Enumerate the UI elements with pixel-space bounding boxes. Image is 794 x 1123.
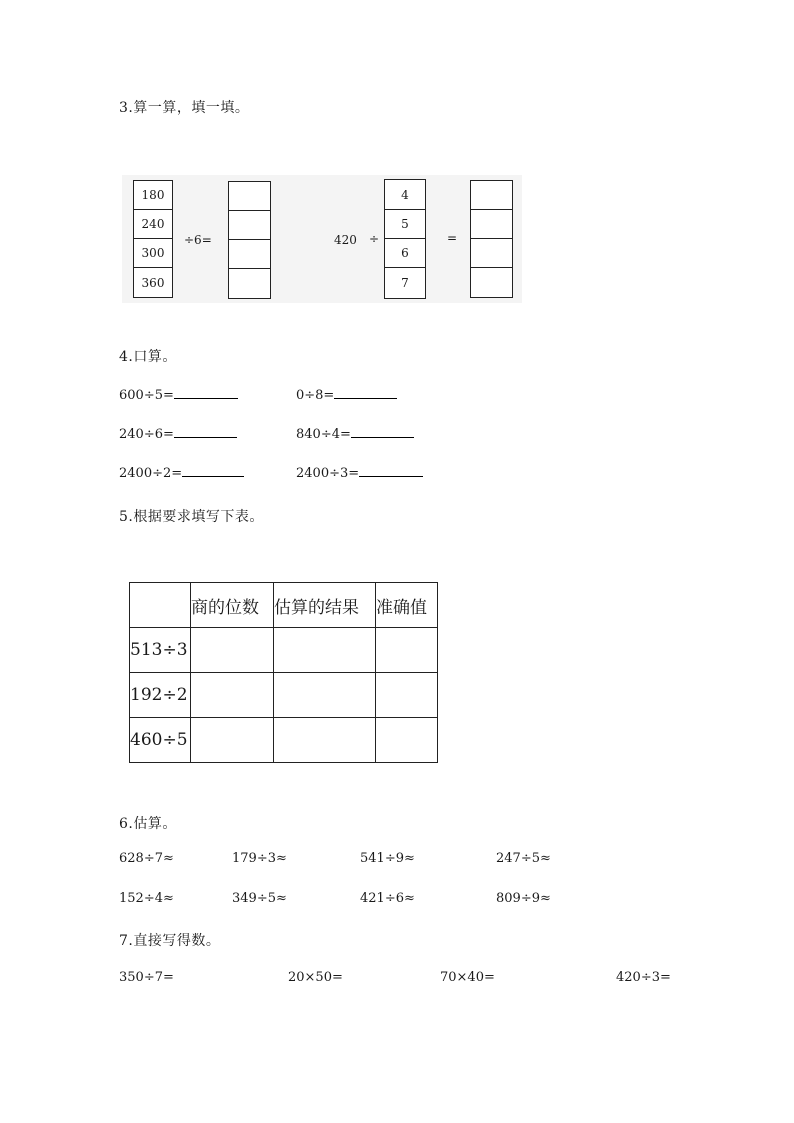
row-label: 192÷2 — [130, 673, 191, 718]
answer-blank[interactable] — [174, 388, 238, 399]
oral-calc-item — [296, 388, 397, 403]
row-label: 460÷5 — [130, 718, 191, 763]
answer-cell[interactable] — [191, 628, 274, 673]
estimation-table — [129, 582, 438, 763]
estimate-item: 152÷4≈ — [119, 891, 174, 906]
answer-cell[interactable] — [274, 673, 376, 718]
dividend-cell: 300 — [134, 239, 172, 268]
row-label: 513÷3 — [130, 628, 191, 673]
divisor-cell: 6 — [385, 239, 425, 268]
estimate-item: 179÷3≈ — [232, 851, 287, 866]
answer-stack-right — [470, 180, 513, 298]
divisor-cell: 5 — [385, 210, 425, 239]
answer-box[interactable] — [229, 240, 270, 269]
estimate-item: 421÷6≈ — [360, 891, 415, 906]
section-4-heading: 4.口算。 — [119, 349, 177, 365]
expression: 600÷5= — [119, 388, 174, 403]
expression: 2400÷3= — [296, 466, 360, 481]
dividend-cell: 240 — [134, 210, 172, 239]
answer-cell[interactable] — [376, 673, 438, 718]
table-header-row — [130, 583, 438, 628]
answer-box[interactable] — [229, 269, 270, 298]
section-6-heading: 6.估算。 — [119, 816, 177, 832]
divide-by-six-label: ÷6= — [184, 233, 212, 247]
header-cell: 估算的结果 — [274, 583, 376, 628]
expression: 840÷4= — [296, 427, 351, 442]
oral-calc-item — [119, 466, 244, 481]
answer-cell[interactable] — [274, 628, 376, 673]
answer-blank[interactable] — [174, 427, 237, 438]
answer-cell[interactable] — [274, 718, 376, 763]
direct-answer-item: 70×40= — [440, 970, 495, 985]
dividend-420: 420 — [334, 233, 357, 247]
table-row — [130, 628, 438, 673]
answer-blank[interactable] — [359, 466, 423, 477]
answer-blank[interactable] — [351, 427, 414, 438]
answer-box[interactable] — [471, 239, 512, 268]
answer-box[interactable] — [471, 210, 512, 239]
dividend-cell: 180 — [134, 181, 172, 210]
estimate-item: 809÷9≈ — [496, 891, 551, 906]
header-cell: 商的位数 — [191, 583, 274, 628]
estimate-item: 628÷7≈ — [119, 851, 174, 866]
divide-sign: ÷ — [369, 232, 380, 246]
oral-calc-item — [119, 388, 238, 403]
answer-box[interactable] — [471, 181, 512, 210]
estimate-item: 247÷5≈ — [496, 851, 551, 866]
answer-cell[interactable] — [191, 718, 274, 763]
oral-calc-item — [296, 466, 423, 481]
divisor-stack — [384, 179, 426, 299]
answer-stack-left — [228, 181, 271, 299]
equals-sign: = — [447, 231, 458, 245]
header-cell: 准确值 — [376, 583, 438, 628]
oral-calc-item — [296, 427, 414, 442]
direct-answer-item: 20×50= — [288, 970, 343, 985]
table-row — [130, 718, 438, 763]
answer-cell[interactable] — [191, 673, 274, 718]
direct-answer-item: 420÷3= — [616, 970, 671, 985]
table-row — [130, 673, 438, 718]
divisor-cell: 4 — [385, 180, 425, 210]
answer-box[interactable] — [229, 211, 270, 240]
estimate-item: 541÷9≈ — [360, 851, 415, 866]
dividend-stack — [133, 180, 173, 298]
expression: 0÷8= — [296, 388, 335, 403]
direct-answer-item: 350÷7= — [119, 970, 174, 985]
expression: 240÷6= — [119, 427, 174, 442]
divisor-cell: 7 — [401, 276, 409, 290]
answer-blank[interactable] — [182, 466, 244, 477]
expression: 2400÷2= — [119, 466, 183, 481]
section-7-heading: 7.直接写得数。 — [119, 933, 221, 949]
answer-box[interactable] — [229, 182, 270, 211]
answer-box[interactable] — [471, 268, 512, 297]
oral-calc-item — [119, 427, 237, 442]
division-figure — [122, 175, 522, 303]
section-5-heading: 5.根据要求填写下表。 — [119, 509, 264, 525]
answer-cell[interactable] — [376, 628, 438, 673]
section-3-heading: 3.算一算，填一填。 — [119, 100, 250, 116]
answer-blank[interactable] — [334, 388, 397, 399]
dividend-cell: 360 — [141, 275, 165, 290]
answer-cell[interactable] — [376, 718, 438, 763]
header-cell-empty — [130, 583, 191, 628]
estimate-item: 349÷5≈ — [232, 891, 287, 906]
